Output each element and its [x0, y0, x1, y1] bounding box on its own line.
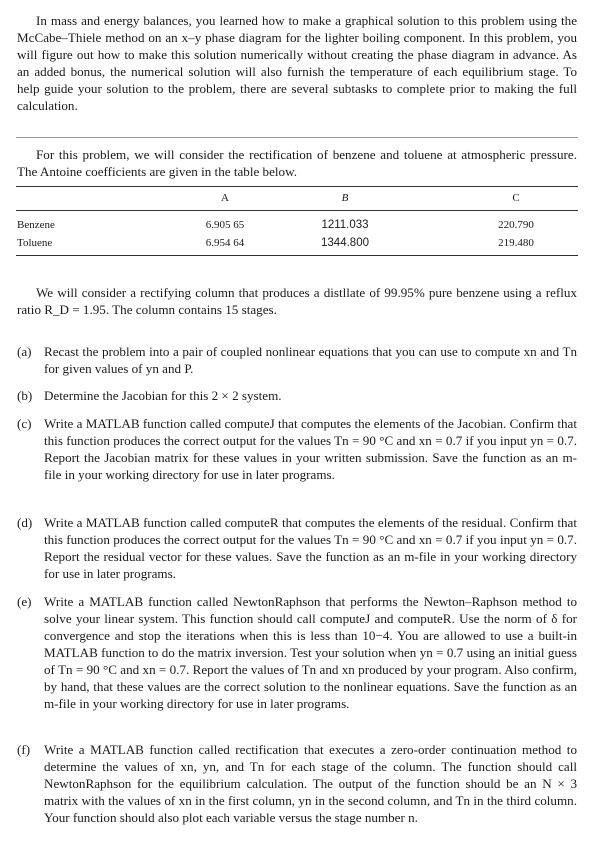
table-header-a: A: [221, 192, 229, 204]
table-cell: 220.790: [498, 219, 534, 231]
subtask-label: (f): [17, 742, 31, 757]
subtask-label: (e): [17, 594, 32, 609]
subtask-label: (a): [17, 344, 32, 359]
intro-paragraph: In mass and energy balances, you learned how to make a graphical solution to this problem using the McCabe–Thiele method on an x–y phase diagram for the lighter boiling component. In this problem, you will figure out how to make this solution numerically without creating the phase diagram in advance. As an added bonus, the numerical solution will also furnish the temperature of each equilibrium stage. To help guide your solution to the problem, there are several subtasks to complete prior to making the full calculation.: [17, 13, 577, 113]
section-divider: [16, 137, 578, 138]
subtask-text: Recast the problem into a pair of coupled nonlinear equations that you can use to compute xn and Tn for given values of yn and P.: [44, 344, 577, 376]
table-cell: 6.905 65: [205, 219, 245, 231]
subtask-text: Determine the Jacobian for this 2 × 2 system.: [44, 388, 282, 403]
column-paragraph: We will consider a rectifying column that produces a distllate of 99.95% pure benzene using a reflux ratio R_D = 1.95. The column contains 15 stages.: [17, 285, 577, 317]
table-header-c: C: [512, 192, 520, 204]
subtask-label: (c): [17, 416, 32, 431]
table-row-label: Toluene: [17, 237, 53, 249]
table-cell: 219.480: [498, 237, 534, 249]
table-top-rule: [16, 186, 578, 187]
table-row-label: Benzene: [17, 219, 55, 231]
table-cell: 1344.800: [321, 237, 369, 249]
subtask-label: (b): [17, 388, 33, 403]
subtask-label: (d): [17, 515, 33, 530]
subtask-text: Write a MATLAB function called rectification that executes a zero-order continuation method to determine the values of xn, yn, and Tn for each stage of the column. The function should call NewtonRaphson for the equilibrium calculation. The output of the function should be an N × 3 matrix with the values of xn in the first column, yn in the second column, and Tn in the third column. Your function should also plot each variable versus the stage number n.: [44, 742, 577, 825]
setup-paragraph: For this problem, we will consider the rectification of benzene and toluene at atmospheric pressure. The Antoine coefficients are given in the table below.: [17, 147, 577, 179]
subtask-text: Write a MATLAB function called NewtonRaphson that performs the Newton–Raphson method to solve your linear system. This function should call computeJ and computeR. Use the norm of δ for convergence and stop the iterations when this is less than 10−4. You are allowed to use a built-in MATLAB function to do the matrix inversion. Test your solution when yn = 0.7 using an initial guess of Tn = 90 °C and xn = 0.7. Report the values of Tn and xn produced by your program. Also confirm, by hand, that these values are the correct solution to the nonlinear equations. Save the function as an m-file in your working directory for use in later programs.: [44, 594, 577, 711]
subtask-text: Write a MATLAB function called computeJ that computes the elements of the Jacobian. Confirm that this function produces the correct output for the values Tn = 90 °C and xn = 0.7 if you input yn = 0.7. Report the Jacobian matrix for these values in your written submission. Save the function as an m-file in your working directory for use in later programs.: [44, 416, 577, 482]
table-bottom-rule: [16, 255, 578, 256]
table-cell: 6.954 64: [205, 237, 245, 249]
subtask-text: Write a MATLAB function called computeR that computes the elements of the residual. Confirm that this function produces the correct output for the values Tn = 90 °C and xn = 0.7 if you input yn = 0.7. Report the residual vector for these values. Save the function as an m-file in your working directory for use in later programs.: [44, 515, 577, 581]
table-header-rule: [16, 210, 578, 211]
table-cell: 1211.033: [321, 219, 369, 231]
table-header-b: B: [341, 192, 349, 204]
